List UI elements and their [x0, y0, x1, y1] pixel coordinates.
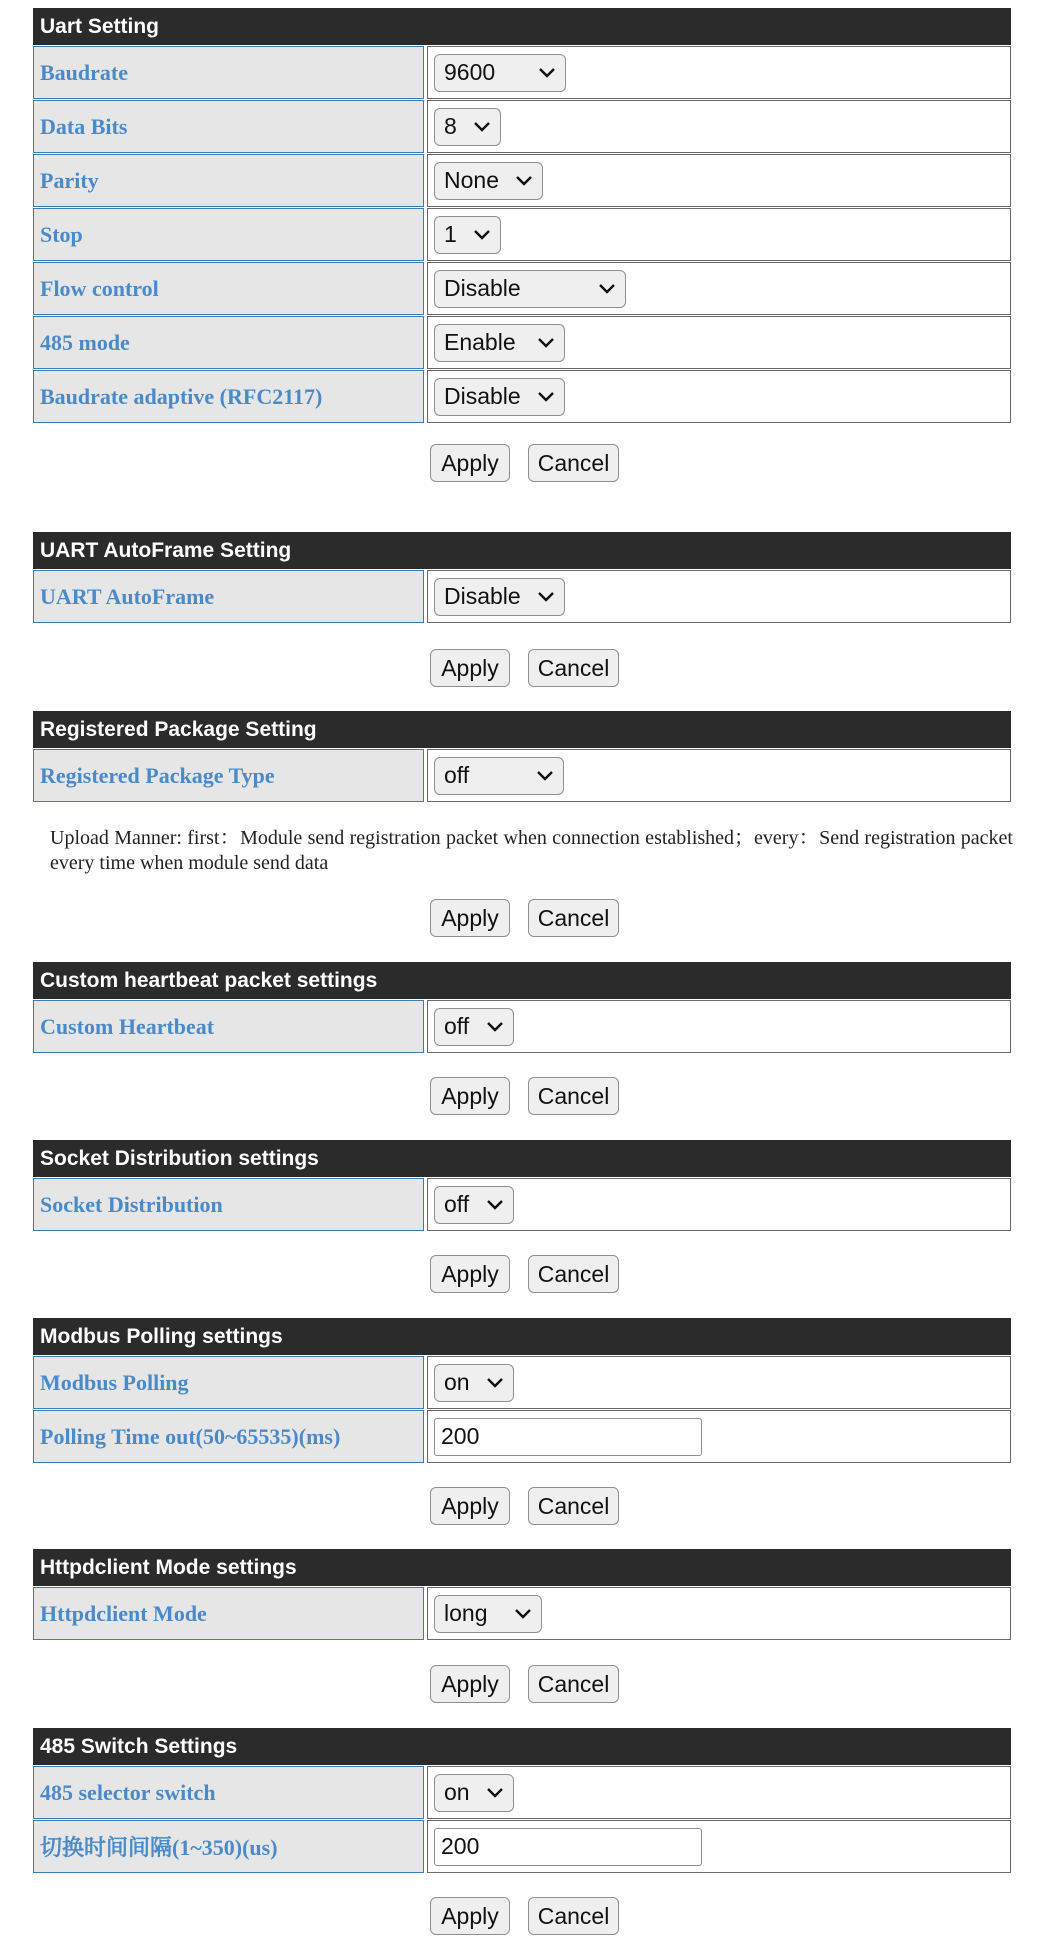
custom-heartbeat-select[interactable] [434, 1008, 514, 1046]
data-bits-row [33, 100, 1011, 153]
switch-interval-row [33, 1820, 1011, 1873]
socket-distribution-row [33, 1178, 1011, 1231]
flow-control-cell [427, 262, 1011, 315]
selected-value: None [444, 167, 499, 193]
section-title: UART AutoFrame Setting [33, 532, 1011, 569]
autoframe-buttons [430, 649, 619, 687]
section-title: Httpdclient Mode settings [33, 1549, 1011, 1586]
apply-button[interactable]: Apply [430, 899, 510, 937]
httpdclient-mode-section [33, 1549, 1011, 1640]
httpdclient-mode-buttons [430, 1665, 619, 1703]
selected-value: Enable [444, 329, 516, 355]
apply-button[interactable]: Apply [430, 444, 510, 482]
socket-distribution-buttons [430, 1255, 619, 1293]
apply-button[interactable]: Apply [430, 1897, 510, 1935]
baudrate-adaptive-row [33, 370, 1011, 423]
selected-value: off [444, 1191, 470, 1217]
modbus-polling-section [33, 1318, 1011, 1463]
uart-autoframe-select[interactable] [434, 578, 565, 616]
485-selector-switch-cell [427, 1766, 1011, 1819]
selected-value: Disable [444, 583, 521, 609]
apply-button[interactable]: Apply [430, 649, 510, 687]
registered-package-type-cell [427, 749, 1011, 802]
chevron-down-icon [537, 337, 555, 349]
cancel-button[interactable]: Cancel [528, 1077, 619, 1115]
chevron-down-icon [473, 121, 491, 133]
uart-autoframe-row [33, 570, 1011, 623]
chevron-down-icon [538, 67, 556, 79]
chevron-down-icon [598, 283, 616, 295]
selected-value: Disable [444, 383, 521, 409]
socket-distribution-cell [427, 1178, 1011, 1231]
switch-interval-cell [427, 1820, 1011, 1873]
uart-setting-section [33, 8, 1011, 423]
custom-heartbeat-cell [427, 1000, 1011, 1053]
485-mode-cell [427, 316, 1011, 369]
registered-package-type-select[interactable] [434, 757, 564, 795]
cancel-button[interactable]: Cancel [528, 1255, 619, 1293]
custom-heartbeat-section [33, 962, 1011, 1053]
baudrate-row [33, 46, 1011, 99]
selected-value: on [444, 1779, 470, 1805]
custom-heartbeat-buttons [430, 1077, 619, 1115]
apply-button[interactable]: Apply [430, 1255, 510, 1293]
modbus-polling-label: Modbus Polling [33, 1356, 424, 1409]
flow-control-select[interactable] [434, 270, 626, 308]
data-bits-select[interactable] [434, 108, 501, 146]
socket-distribution-select[interactable] [434, 1186, 514, 1224]
chevron-down-icon [537, 591, 555, 603]
switch-interval-label: 切换时间间隔(1~350)(us) [33, 1820, 424, 1873]
custom-heartbeat-label: Custom Heartbeat [33, 1000, 424, 1053]
flow-control-label: Flow control [33, 262, 424, 315]
selected-value: 1 [444, 221, 457, 247]
selected-value: on [444, 1369, 470, 1395]
cancel-button[interactable]: Cancel [528, 1897, 619, 1935]
httpdclient-mode-cell [427, 1587, 1011, 1640]
uart-autoframe-cell [427, 570, 1011, 623]
polling-timeout-input[interactable]: 200 [434, 1418, 702, 1456]
baudrate-adaptive-select[interactable] [434, 378, 565, 416]
httpdclient-mode-label: Httpdclient Mode [33, 1587, 424, 1640]
parity-cell [427, 154, 1011, 207]
chevron-down-icon [473, 229, 491, 241]
stop-label: Stop [33, 208, 424, 261]
chevron-down-icon [514, 1608, 532, 1620]
modbus-polling-cell [427, 1356, 1011, 1409]
section-title: 485 Switch Settings [33, 1728, 1011, 1765]
485-selector-switch-label: 485 selector switch [33, 1766, 424, 1819]
registered-package-type-label: Registered Package Type [33, 749, 424, 802]
parity-label: Parity [33, 154, 424, 207]
stop-cell [427, 208, 1011, 261]
stop-row [33, 208, 1011, 261]
flow-control-row [33, 262, 1011, 315]
section-title: Modbus Polling settings [33, 1318, 1011, 1355]
chevron-down-icon [536, 770, 554, 782]
baudrate-adaptive-cell [427, 370, 1011, 423]
parity-row [33, 154, 1011, 207]
485-mode-select[interactable] [434, 324, 565, 362]
apply-button[interactable]: Apply [430, 1487, 510, 1525]
polling-timeout-row [33, 1410, 1011, 1463]
cancel-button[interactable]: Cancel [528, 1665, 619, 1703]
cancel-button[interactable]: Cancel [528, 444, 619, 482]
uart-setting-buttons [430, 444, 619, 482]
baudrate-adaptive-label: Baudrate adaptive (RFC2117) [33, 370, 424, 423]
selected-value: off [444, 1013, 470, 1039]
485-selector-switch-row [33, 1766, 1011, 1819]
baudrate-cell [427, 46, 1011, 99]
polling-timeout-cell [427, 1410, 1011, 1463]
selected-value: 8 [444, 113, 457, 139]
selected-value: 9600 [444, 59, 496, 85]
cancel-button[interactable]: Cancel [528, 649, 619, 687]
stop-select[interactable] [434, 216, 501, 254]
socket-distribution-section [33, 1140, 1011, 1231]
chevron-down-icon [515, 175, 533, 187]
registered-package-buttons [430, 899, 619, 937]
socket-distribution-label: Socket Distribution [33, 1178, 424, 1231]
485-switch-section [33, 1728, 1011, 1873]
switch-interval-input[interactable]: 200 [434, 1828, 702, 1866]
section-title: Socket Distribution settings [33, 1140, 1011, 1177]
uart-autoframe-label: UART AutoFrame [33, 570, 424, 623]
chevron-down-icon [486, 1199, 504, 1211]
upload-manner-note: Upload Manner: first：Module send registration packet when connection established；every：Send registration packet every time when module send data [50, 827, 1013, 874]
parity-select[interactable] [434, 162, 543, 200]
chevron-down-icon [486, 1787, 504, 1799]
baudrate-select[interactable] [434, 54, 566, 92]
selected-value: long [444, 1600, 488, 1626]
section-title: Uart Setting [33, 8, 1011, 45]
data-bits-cell [427, 100, 1011, 153]
chevron-down-icon [537, 391, 555, 403]
modbus-polling-select[interactable] [434, 1364, 514, 1402]
chevron-down-icon [486, 1021, 504, 1033]
section-title: Registered Package Setting [33, 711, 1011, 748]
485-selector-switch-select[interactable] [434, 1774, 514, 1812]
data-bits-label: Data Bits [33, 100, 424, 153]
uart-autoframe-section [33, 532, 1011, 623]
httpdclient-mode-row [33, 1587, 1011, 1640]
selected-value: Disable [444, 275, 521, 301]
apply-button[interactable]: Apply [430, 1665, 510, 1703]
httpdclient-mode-select[interactable] [434, 1595, 542, 1633]
selected-value: off [444, 762, 470, 788]
section-title: Custom heartbeat packet settings [33, 962, 1011, 999]
485-mode-row [33, 316, 1011, 369]
registered-package-type-row [33, 749, 1011, 802]
modbus-polling-row [33, 1356, 1011, 1409]
chevron-down-icon [486, 1377, 504, 1389]
cancel-button[interactable]: Cancel [528, 1487, 619, 1525]
485-switch-buttons [430, 1897, 619, 1935]
polling-timeout-label: Polling Time out(50~65535)(ms) [33, 1410, 424, 1463]
apply-button[interactable]: Apply [430, 1077, 510, 1115]
cancel-button[interactable]: Cancel [528, 899, 619, 937]
custom-heartbeat-row [33, 1000, 1011, 1053]
registered-package-section [33, 711, 1011, 802]
485-mode-label: 485 mode [33, 316, 424, 369]
baudrate-label: Baudrate [33, 46, 424, 99]
modbus-polling-buttons [430, 1487, 619, 1525]
